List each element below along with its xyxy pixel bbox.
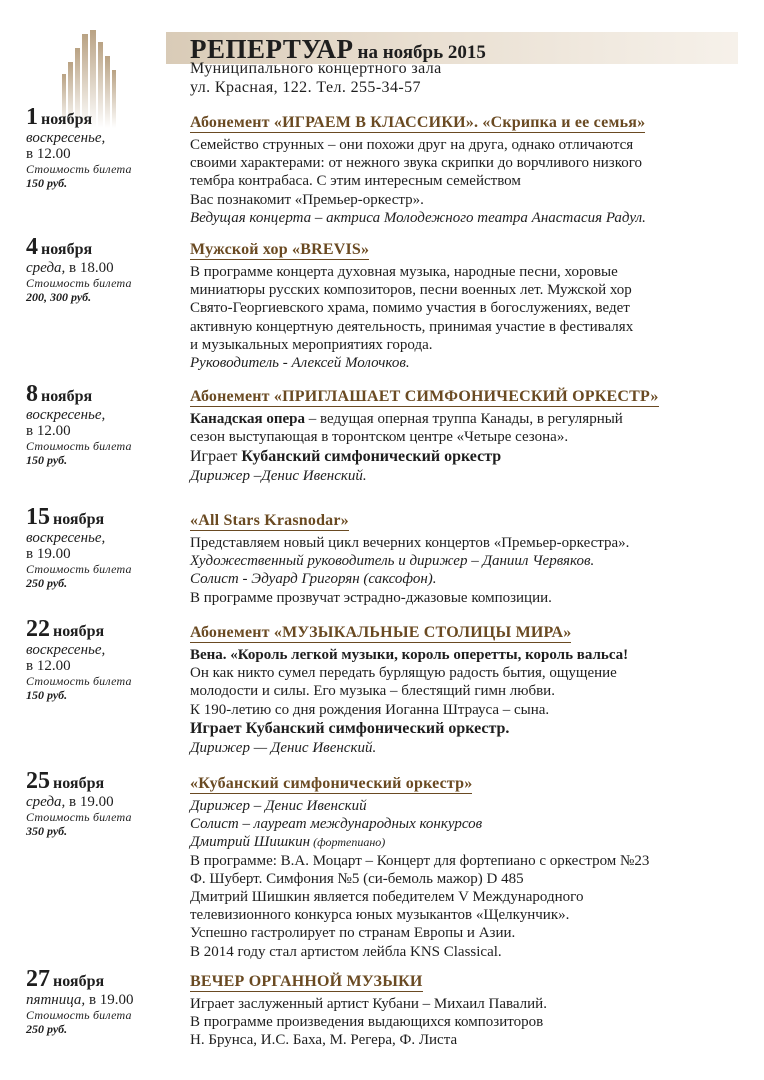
director-line: Художественный руководитель и дирижер – Даниил Червяков. — [190, 553, 595, 570]
ticket-cost-label: Стоимость билета — [26, 674, 132, 688]
conductor-line: Дирижер –Денис Ивенский. — [190, 468, 367, 485]
event-time: в 19.00 — [88, 992, 134, 1008]
event-date — [26, 504, 186, 590]
conductor-line: Дирижер – Денис Ивенский — [190, 798, 367, 814]
instrument-note: (фортепиано) — [310, 835, 386, 850]
soloist-line: Солист – лауреат международных конкурсов — [190, 816, 483, 833]
description-line: Дмитрий Шишкин является победителем V Международного — [190, 889, 584, 906]
ticket-cost-label: Стоимость билета — [26, 439, 132, 453]
event-date — [26, 616, 186, 702]
description-line: Н. Брунса, И.С. Баха, М. Регера, Ф. Листа — [190, 1032, 458, 1049]
description-line: Свято-Георгиевского храма, помимо участия в богослужениях, ведет — [190, 300, 630, 317]
description-line: Представляем новый цикл вечерних концертов «Премьер-оркестра». — [190, 535, 630, 551]
month-name: ноября — [41, 388, 93, 405]
venue-name: Муниципального концертного зала — [190, 60, 442, 77]
description-line: Он как никто сумел передать бурлящую радость бытия, ощущение — [190, 665, 617, 682]
event-details — [190, 623, 740, 757]
day-number: 1 — [26, 104, 38, 130]
description-line: активную концертную деятельность, принимая участие в фестивалях — [190, 318, 634, 335]
soloist-line: Солист - Эдуард Григорян (саксофон). — [190, 571, 437, 588]
weekday: пятница, — [26, 992, 86, 1008]
ticket-cost-label: Стоимость билета — [26, 276, 132, 290]
day-number: 25 — [26, 768, 50, 794]
event-date — [26, 381, 186, 467]
description-line: К 190-летию со дня рождения Иоганна Штрауса – сына. — [190, 701, 550, 718]
description-line: В программе концерта духовная музыка, народные песни, хоровые — [190, 264, 618, 280]
day-number: 15 — [26, 504, 50, 530]
quote-line: Вена. «Король легкой музыки, король оперетты, король вальса! — [190, 647, 629, 663]
day-number: 22 — [26, 616, 50, 642]
event-details — [190, 511, 740, 607]
orchestra-name: Кубанский симфонический оркестр — [241, 448, 502, 466]
description-line: своими характерами: от нежного звука скрипки до ворчливого низкого — [190, 155, 643, 172]
month-name: ноября — [53, 775, 105, 792]
title-main: РЕПЕРТУАР — [190, 34, 354, 64]
event-details — [190, 972, 740, 1050]
event-details — [190, 240, 740, 372]
event-date — [26, 234, 186, 304]
ticket-cost-label: Стоимость билета — [26, 810, 132, 824]
day-number: 4 — [26, 234, 38, 260]
ticket-price: 150 руб. — [26, 176, 68, 190]
month-name: ноября — [53, 511, 105, 528]
description-line: В 2014 году стал артистом лейбла KNS Classical. — [190, 943, 502, 960]
weekday: воскресенье, — [26, 530, 106, 546]
description-text: Играет — [190, 448, 242, 466]
event-time: в 18.00 — [69, 260, 114, 276]
description-line: и музыкальных мероприятиях города. — [190, 336, 433, 353]
ticket-price: 200, 300 руб. — [26, 290, 92, 304]
weekday: воскресенье, — [26, 407, 106, 423]
description-line: В программе произведения выдающихся композиторов — [190, 1014, 544, 1031]
description-line: молодости и силы. Его музыка – блестящий гимн любви. — [190, 683, 555, 700]
event-time: в 12.00 — [26, 658, 71, 674]
orchestra-line: Играет Кубанский симфонический оркестр. — [190, 719, 510, 737]
venue-address: ул. Красная, 122. Тел. 255-34-57 — [190, 79, 421, 96]
description-line: В программе прозвучат эстрадно-джазовые композиции. — [190, 589, 552, 606]
event-date — [26, 768, 186, 838]
event-title: «Кубанский симфонический оркестр» — [190, 775, 473, 792]
month-name: ноября — [53, 623, 105, 640]
description-line: Семейство струнных – они похожи друг на друга, однако отличаются — [190, 137, 634, 153]
description-line: Играет заслуженный артист Кубани – Михаил Павалий. — [190, 996, 547, 1012]
description-line: миниатюры русских композиторов, песни военных лет. Мужской хор — [190, 282, 632, 299]
event-title: Абонемент «МУЗЫКАЛЬНЫЕ СТОЛИЦЫ МИРА» — [190, 624, 572, 641]
presenter-line: Ведущая концерта – актриса Молодежного театра Анастасия Радул. — [190, 209, 646, 226]
event-time: в 12.00 — [26, 423, 71, 439]
conductor-line: Дирижер — Денис Ивенский. — [190, 739, 377, 756]
description-line: Вас познакомит «Премьер-оркестр». — [190, 191, 424, 208]
highlight-text: Канадская опера — [190, 411, 305, 427]
weekday: среда, — [26, 794, 66, 810]
day-number: 8 — [26, 381, 38, 407]
ticket-price: 150 руб. — [26, 688, 68, 702]
event-date — [26, 104, 186, 190]
program-line: В программе: В.А. Моцарт – Концерт для фортепиано с оркестром №23 — [190, 852, 650, 869]
event-title: Мужской хор «BREVIS» — [190, 241, 370, 258]
weekday: воскресенье, — [26, 130, 106, 146]
event-title: Абонемент «ПРИГЛАШАЕТ СИМФОНИЧЕСКИЙ ОРКЕСТР» — [190, 388, 659, 405]
event-time: в 19.00 — [69, 794, 114, 810]
soloist-name: Дмитрий Шишкин — [190, 834, 311, 851]
ticket-price: 350 руб. — [26, 824, 68, 838]
month-name: ноября — [53, 973, 105, 990]
month-name: ноября — [41, 111, 93, 128]
description-line: сезон выступающая в торонтском центре «Четыре сезона». — [190, 429, 569, 446]
description-text: – ведущая оперная труппа Канады, в регулярный — [305, 411, 623, 427]
event-details — [190, 113, 740, 227]
description-line: Успешно гастролирует по странам Европы и Азии. — [190, 925, 516, 942]
ticket-cost-label: Стоимость билета — [26, 1008, 132, 1022]
program-line: Ф. Шуберт. Симфония №5 (си-бемоль мажор) D 485 — [190, 870, 524, 887]
ticket-price: 150 руб. — [26, 453, 68, 467]
event-date — [26, 966, 186, 1036]
event-time: в 19.00 — [26, 546, 71, 562]
weekday: воскресенье, — [26, 642, 106, 658]
event-details — [190, 774, 740, 961]
event-time: в 12.00 — [26, 146, 71, 162]
ticket-cost-label: Стоимость билета — [26, 162, 132, 176]
month-name: ноября — [41, 241, 93, 258]
director-line: Руководитель - Алексей Молочков. — [190, 355, 410, 372]
day-number: 27 — [26, 966, 50, 992]
venue-info — [190, 59, 442, 97]
title-sub: на ноябрь 2015 — [357, 42, 486, 63]
event-title: Абонемент «ИГРАЕМ В КЛАССИКИ». «Скрипка и ее семья» — [190, 114, 646, 131]
ticket-price: 250 руб. — [26, 1022, 68, 1036]
description-line: телевизионного конкурса юных музыкантов «Щелкунчик». — [190, 907, 570, 924]
event-title: «All Stars Krasnodar» — [190, 512, 349, 529]
description-line: тембра контрабаса. С этим интересным семейством — [190, 173, 521, 190]
event-details — [190, 387, 740, 486]
event-title: ВЕЧЕР ОРГАННОЙ МУЗЫКИ — [190, 973, 423, 990]
ticket-price: 250 руб. — [26, 576, 68, 590]
weekday: среда, — [26, 260, 66, 276]
ticket-cost-label: Стоимость билета — [26, 562, 132, 576]
